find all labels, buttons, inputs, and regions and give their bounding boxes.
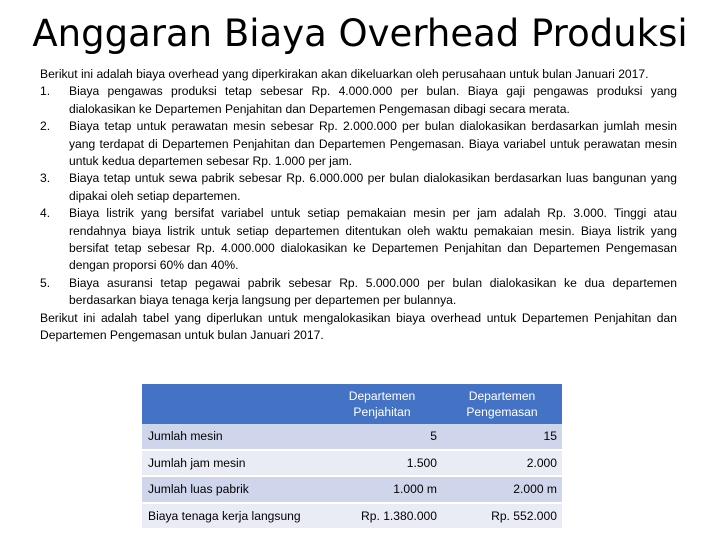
list-item — [40, 83, 677, 118]
list-item-number: 3. — [40, 171, 51, 186]
table-row — [142, 503, 562, 530]
row-label: Jumlah luas pabrik — [142, 476, 322, 503]
overhead-list — [40, 83, 677, 309]
list-item-number: 1. — [40, 84, 51, 99]
pengemasan-value: 2.000 m — [442, 476, 562, 503]
list-item-text: Biaya asuransi tetap pegawai pabrik sebesar Rp. 5.000.000 per bulan dialokasikan ke dua departemen berdasarkan biaya tenaga kerja langsung per departemen per bulannya. — [69, 275, 677, 308]
table-row — [142, 476, 562, 503]
table-row — [142, 424, 562, 450]
outro-paragraph: Berikut ini adalah tabel yang diperlukan untuk mengalokasikan biaya overhead untuk Departemen Penjahitan dan Departemen Pengemasan untuk bulan Januari 2017. — [40, 310, 677, 343]
list-item — [40, 205, 677, 275]
header-penjahitan: Departemen Penjahitan — [322, 384, 442, 424]
row-label: Jumlah jam mesin — [142, 450, 322, 477]
list-item — [40, 275, 677, 310]
list-item-text: Biaya tetap untuk perawatan mesin sebesar Rp. 2.000.000 per bulan dialokasikan berdasarkan jumlah mesin yang terdapat di Departemen Penjahitan dan Departemen Pengemasan. Biaya variabel untuk perawatan mesin untuk kedua departemen sebesar Rp. 1.000 per jam. — [69, 119, 677, 169]
table-row — [142, 450, 562, 477]
header-empty — [142, 384, 322, 424]
penjahitan-value: 5 — [322, 424, 442, 450]
pengemasan-value: Rp. 552.000 — [442, 503, 562, 530]
penjahitan-value: 1.500 — [322, 450, 442, 477]
penjahitan-value: 1.000 m — [322, 476, 442, 503]
penjahitan-value: Rp. 1.380.000 — [322, 503, 442, 530]
list-item-text: Biaya pengawas produksi tetap sebesar Rp. 4.000.000 per bulan. Biaya gaji pengawas produksi yang dialokasikan ke Departemen Penjahitan dan Departemen Pengemasan dibagi secara merata. — [69, 84, 677, 116]
list-item — [40, 118, 677, 170]
pengemasan-value: 2.000 — [442, 450, 562, 477]
row-label: Jumlah mesin — [142, 424, 322, 450]
document-body — [40, 66, 677, 345]
header-pengemasan: Departemen Pengemasan — [442, 384, 562, 424]
list-item-number: 4. — [40, 206, 51, 221]
slide-title: Anggaran Biaya Overhead Produksi — [32, 12, 688, 55]
table-header-row — [142, 384, 562, 424]
list-item — [40, 170, 677, 205]
pengemasan-value: 15 — [442, 424, 562, 450]
allocation-table — [142, 384, 562, 530]
allocation-table-container — [142, 384, 562, 530]
row-label: Biaya tenaga kerja langsung — [142, 503, 322, 530]
list-item-number: 2. — [40, 119, 51, 134]
list-item-text: Biaya listrik yang bersifat variabel untuk setiap pemakaian mesin per jam adalah Rp. 3.000. Tinggi atau rendahnya biaya listrik untuk setiap departemen ditentukan oleh waktu pemakaian mesin. Biaya listrik yang bersifat tetap sebesar Rp. 4.000.000 dialokasikan ke Departemen Penjahitan dan Departemen Pengemasan dengan proporsi 60% dan 40%. — [69, 206, 677, 273]
list-item-text: Biaya tetap untuk sewa pabrik sebesar Rp. 6.000.000 per bulan dialokasikan berdasarkan luas bangunan yang dipakai oleh setiap departemen. — [69, 171, 677, 203]
intro-paragraph: Berikut ini adalah biaya overhead yang diperkirakan akan dikeluarkan oleh perusahaan untuk bulan Januari 2017. — [40, 67, 649, 81]
list-item-number: 5. — [40, 275, 51, 290]
